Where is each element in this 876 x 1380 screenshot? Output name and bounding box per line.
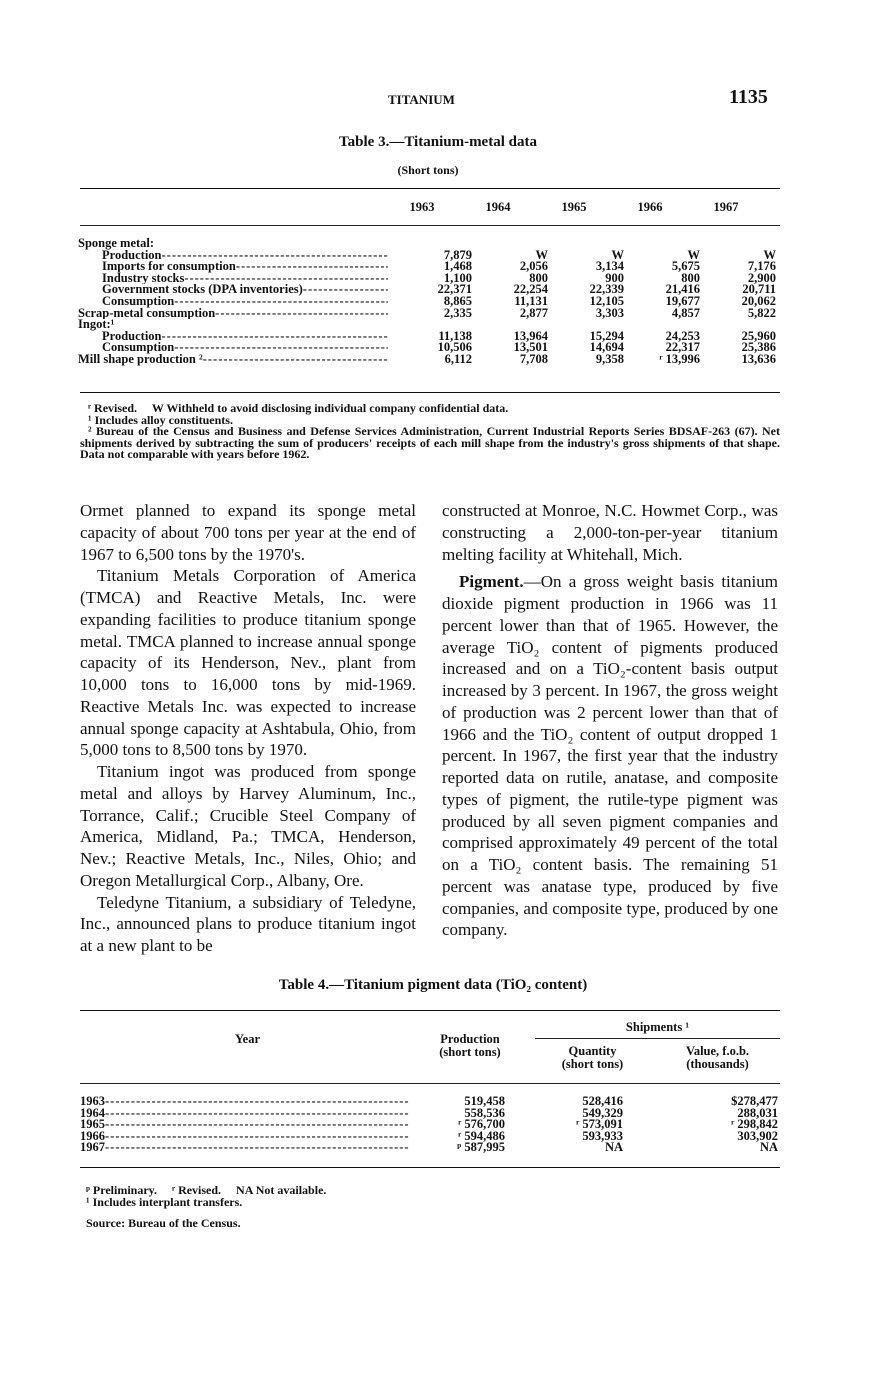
- row-label: [80, 1108, 415, 1120]
- left-column: [80, 500, 416, 957]
- table3-header: [78, 202, 776, 214]
- dot-leader: [162, 250, 389, 262]
- year-header: 1967: [713, 200, 739, 214]
- year-header: 1966: [637, 200, 663, 214]
- cell-value: 2,335: [443, 305, 472, 320]
- year-header: 1965: [561, 200, 587, 214]
- production-value: ʳ 594,486: [458, 1128, 505, 1143]
- dot-leader: [215, 308, 388, 320]
- row-label-text: Mill shape production ²: [78, 353, 203, 366]
- quantity-value: 528,416: [582, 1094, 623, 1108]
- dot-leader: [105, 1096, 409, 1108]
- row-label: [78, 319, 396, 331]
- cell-value: 12,105: [589, 293, 624, 308]
- row-label: [78, 354, 396, 366]
- shipments-rule: [535, 1038, 780, 1039]
- cell-value: 900: [605, 270, 624, 285]
- value-label: Value, f.o.b.: [685, 1044, 750, 1058]
- col-shipments-header: Shipments ¹: [625, 1020, 690, 1034]
- shipment-value: NA: [759, 1140, 778, 1155]
- quantity-value: 549,329: [582, 1105, 623, 1120]
- cell-value: 2,900: [747, 270, 776, 285]
- cell-value: 20,711: [742, 282, 776, 297]
- cell-value: 22,339: [589, 282, 624, 297]
- row-label: [78, 250, 396, 262]
- dot-leader: [203, 354, 388, 366]
- row-label-text: Sponge metal:: [78, 238, 155, 250]
- row-label: [78, 238, 396, 250]
- footnote-revised: ʳ Revised. W Withheld to avoid disclosing individual company confidential data.: [88, 401, 509, 415]
- cell-value: 4,857: [671, 305, 700, 320]
- cell-value: 14,694: [589, 340, 624, 355]
- table4-bottom-rule: [80, 1167, 780, 1168]
- cell-value: 8,865: [443, 293, 472, 308]
- dot-leader: [105, 1142, 409, 1154]
- dot-leader: [174, 342, 388, 354]
- row-label-text: Consumption: [102, 342, 175, 354]
- cell-value: 20,062: [741, 293, 776, 308]
- dot-leader: [162, 331, 389, 343]
- page-number: 1135: [729, 86, 768, 108]
- running-title: TITANIUM: [388, 92, 455, 107]
- table-row: [78, 351, 776, 366]
- cell-value: 5,675: [671, 259, 700, 274]
- row-label-text: Imports for consumption: [102, 261, 236, 273]
- cell-value: 11,138: [438, 328, 472, 343]
- pigment-heading: Pigment.: [459, 572, 524, 592]
- year-header: 1964: [485, 200, 511, 214]
- cell-value: 3,134: [595, 259, 624, 274]
- year-header: 1963: [409, 200, 435, 214]
- cell-value: W: [763, 247, 776, 262]
- table-row: [80, 1119, 778, 1131]
- paragraph: constructed at Monroe, N.C. Howmet Corp., was constructing a 2,000-ton-per-year titanium melting facility at Whitehall, Mich.: [442, 501, 778, 564]
- table3-footnotes: [80, 403, 780, 461]
- cell-value: 2,877: [519, 305, 548, 320]
- cell-value: 1,100: [443, 270, 472, 285]
- footnote-1: ¹ Includes alloy constituents.: [88, 412, 233, 427]
- production-unit: (short tons): [439, 1045, 501, 1059]
- cell-value: 7,879: [443, 247, 472, 262]
- header-spacer: [78, 202, 396, 214]
- quantity-value: 593,933: [582, 1128, 623, 1143]
- footnote-1: ¹ Includes interplant transfers.: [86, 1194, 243, 1209]
- cell-value: 22,317: [665, 340, 700, 355]
- production-value: 519,458: [464, 1094, 505, 1108]
- table-row: [80, 1128, 778, 1143]
- cell-value: 5,822: [747, 305, 776, 320]
- dot-leader: [105, 1108, 409, 1120]
- row-label: [80, 1119, 415, 1131]
- pigment-paragraph: [442, 571, 778, 941]
- cell-value: 22,371: [437, 282, 472, 297]
- table3-body: [78, 238, 776, 366]
- shipment-value: $278,477: [731, 1094, 778, 1108]
- row-label: [78, 261, 396, 273]
- table4-top-rule: [80, 1010, 780, 1011]
- quantity-value: ʳ 573,091: [576, 1117, 623, 1132]
- col-quantity-header: [535, 1045, 650, 1071]
- cell-value: 13,636: [741, 351, 776, 366]
- dot-leader: [184, 273, 388, 285]
- row-label: [78, 296, 396, 308]
- shipment-value: 288,031: [737, 1105, 778, 1120]
- table4-body: [80, 1096, 778, 1154]
- table-row: [80, 1105, 778, 1120]
- paragraph: Titanium ingot was produced from sponge metal and alloys by Harvey Aluminum, Inc., Torrance, Calif.; Crucible Steel Company of America, Midland, Pa.; TMCA, Henderson, Nev.; Reactive Metals, Inc., Niles, Ohio; and Oregon Metallurgical Corp., Albany, Ore.: [80, 762, 416, 890]
- cell-value: 13,964: [513, 328, 548, 343]
- cell-value: 19,677: [665, 293, 700, 308]
- row-label: [80, 1096, 415, 1108]
- table4-title: Table 4.—Titanium pigment data (TiO₂ content): [278, 977, 588, 993]
- row-label-text: Ingot:¹: [78, 319, 115, 331]
- cell-value: 25,386: [741, 340, 776, 355]
- dot-leader: [303, 284, 388, 296]
- year-label: 1965: [80, 1119, 105, 1131]
- cell-value: 15,294: [589, 328, 624, 343]
- cell-value: W: [687, 247, 700, 262]
- cell-value: 10,506: [437, 340, 472, 355]
- cell-value: 1,468: [443, 259, 472, 274]
- year-label: 1963: [80, 1096, 105, 1108]
- dot-leader: [105, 1119, 409, 1131]
- table3-subtitle: (Short tons): [397, 163, 459, 177]
- table3-top-rule: [80, 188, 780, 189]
- cell-value: 3,303: [595, 305, 624, 320]
- col-production-header: [420, 1033, 520, 1059]
- table3-header-row: [78, 202, 776, 214]
- footnote-2: ² Bureau of the Census and Business and Defense Services Administration, Current Industrial Reports Series BDSAF-263 (67). Net shipments derived by subtracting the sum of producers' receipts of each mill shape from the industry's gross shipments of that shape. Data not comparable with years before 1962.: [80, 424, 780, 461]
- cell-value: 24,253: [665, 328, 700, 343]
- row-label-text: Government stocks (DPA inventories): [102, 284, 303, 296]
- cell-value: 6,112: [444, 351, 472, 366]
- dot-leader: [174, 296, 388, 308]
- dot-leader: [236, 261, 388, 273]
- pigment-text: —On a gross weight basis titanium dioxide pigment production in 1966 was 11 percent lower than that of 1965. However, the average TiO₂ content of pigments produced increased and on a TiO₂-content basis output increased by 3 percent. In 1967, the gross weight of production was 2 percent lower than that of 1966 and the TiO₂ content of output dropped 1 percent. In 1967, the first year that the industry reported data on rutile, anatase, and composite types of pigment, the rutile-type pigment was produced by all seven pigment companies and comprised approximately 49 percent of the total on a TiO₂ content basis. The remaining 51 percent was anatase type, produced by five companies, and composite type, produced by one company.: [442, 572, 778, 940]
- year-label: 1967: [80, 1142, 105, 1154]
- cell-value: 21,416: [665, 282, 700, 297]
- table3-bottom-rule: [80, 392, 780, 393]
- cell-value: 800: [529, 270, 548, 285]
- col-value-header: [655, 1045, 780, 1071]
- value-unit: (thousands): [686, 1057, 749, 1071]
- row-label-text: Scrap-metal consumption: [78, 307, 216, 320]
- row-label: [78, 331, 396, 343]
- dot-leader: [105, 1131, 409, 1143]
- cell-value: 22,254: [513, 282, 548, 297]
- row-label: [78, 273, 396, 285]
- production-label: Production: [440, 1032, 500, 1046]
- row-label-text: Production: [102, 330, 162, 343]
- shipment-value: ʳ 298,842: [731, 1117, 778, 1132]
- row-label: [78, 308, 396, 320]
- cell-value: 9,358: [595, 351, 624, 366]
- table-row: [80, 1142, 778, 1154]
- shipment-value: 303,902: [737, 1128, 778, 1143]
- cell-value: 11,131: [514, 293, 548, 308]
- cell-value: 13,501: [513, 340, 548, 355]
- cell-value: 800: [681, 270, 700, 285]
- cell-value: 7,176: [747, 259, 776, 274]
- table4-header-rule: [80, 1083, 780, 1084]
- quantity-label: Quantity: [568, 1044, 617, 1058]
- right-column: [442, 500, 778, 941]
- cell-value: 7,708: [519, 351, 548, 366]
- row-label: [78, 284, 396, 296]
- col-year-header: Year: [235, 1032, 260, 1046]
- year-label: 1966: [80, 1130, 105, 1143]
- cell-value: W: [535, 247, 548, 262]
- table3-header-rule: [80, 225, 780, 226]
- paragraph: Teledyne Titanium, a subsidiary of Teledyne, Inc., announced plans to produce titanium ingot at a new plant to be: [80, 892, 416, 955]
- row-label-text: Production: [102, 249, 162, 262]
- cell-value: 2,056: [519, 259, 548, 274]
- table4-footnotes: [86, 1185, 326, 1230]
- table-row: [80, 1096, 778, 1108]
- footnote-legend: ᵖ Preliminary. ʳ Revised. NA Not available.: [86, 1183, 327, 1197]
- source-note: Source: Bureau of the Census.: [86, 1216, 241, 1230]
- cell-value: ʳ 13,996: [659, 351, 700, 366]
- table-row: [78, 305, 776, 320]
- row-label: [80, 1142, 415, 1154]
- cell-value: W: [611, 247, 624, 262]
- row-label-text: Industry stocks: [102, 272, 185, 285]
- paragraph: Titanium Metals Corporation of America (TMCA) and Reactive Metals, Inc. were expanding facilities to produce titanium sponge metal. TMCA planned to increase annual sponge capacity of its Henderson, Nev., plant from 10,000 tons to 16,000 tons by mid-1969. Reactive Metals Inc. was expected to increase annual sponge capacity at Ashtabula, Ohio, from 5,000 tons to 8,500 tons by 1970.: [80, 566, 416, 760]
- table-row: [78, 261, 776, 273]
- row-label-text: Consumption: [102, 295, 175, 308]
- production-value: ᵖ 587,995: [457, 1140, 505, 1155]
- year-label: 1964: [80, 1107, 105, 1120]
- quantity-value: NA: [604, 1140, 623, 1155]
- quantity-unit: (short tons): [561, 1057, 624, 1071]
- production-value: ʳ 576,700: [458, 1117, 505, 1132]
- paragraph: Ormet planned to expand its sponge metal capacity of about 700 tons per year at the end of 1967 to 6,500 tons by the 1970's.: [80, 501, 416, 564]
- row-label: [80, 1131, 415, 1143]
- table3-title: Table 3.—Titanium-metal data: [339, 134, 537, 150]
- table-row: [78, 238, 776, 250]
- row-label: [78, 342, 396, 354]
- cell-value: 25,960: [741, 328, 776, 343]
- production-value: 558,536: [464, 1105, 505, 1120]
